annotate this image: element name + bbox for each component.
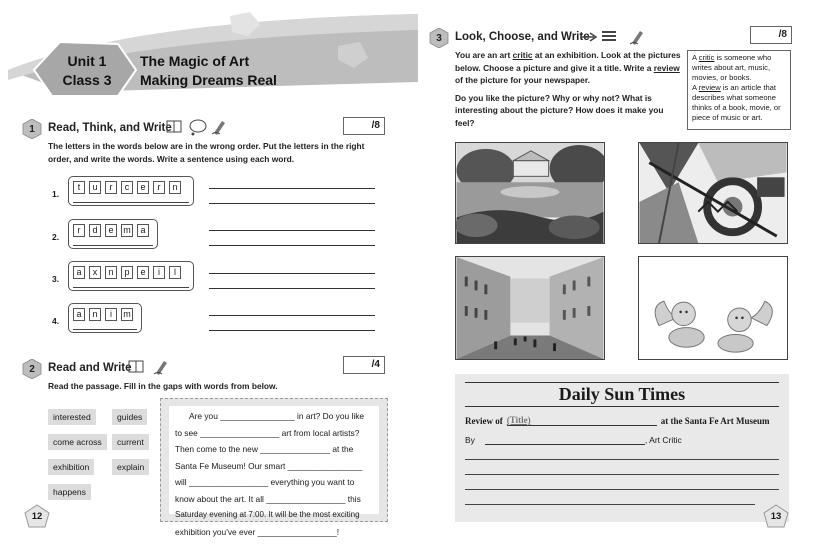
- scrambled-word-2: [68, 219, 158, 249]
- letter-tile: e: [137, 266, 149, 279]
- section-3-title: Look, Choose, and Write: [455, 31, 590, 43]
- section-1-score: /8: [343, 117, 385, 135]
- letter-tile: p: [121, 266, 133, 279]
- item-2-number: 2.: [52, 232, 60, 242]
- section-3-number: 3: [429, 28, 449, 48]
- word-answer-line[interactable]: [73, 323, 137, 330]
- letter-tile: e: [137, 181, 149, 194]
- letter-tile: n: [105, 266, 117, 279]
- review-title-input[interactable]: (Title): [507, 415, 657, 426]
- letter-tile: r: [105, 181, 117, 194]
- section-1-number: 1: [22, 119, 42, 139]
- item-3-number: 3.: [52, 274, 60, 284]
- word-bank-item: current: [112, 434, 149, 450]
- passage-line: to see _________________ art from local artists?: [175, 427, 360, 438]
- section-1-instructions: The letters in the words below are in the wrong order. Put the letters in the right order, and write the words. Write a sentence using each word.: [48, 141, 365, 164]
- passage-line: will _________________ everything you want to: [175, 477, 355, 487]
- byline-row: By , Art Critic: [465, 435, 682, 445]
- letter-tile: n: [169, 181, 181, 194]
- item-1-number: 1.: [52, 189, 60, 199]
- passage-line: Then come to the new _______________ at the: [175, 444, 354, 454]
- letter-tile: i: [153, 266, 165, 279]
- word-bank-item: happens: [48, 484, 91, 500]
- word-answer-line[interactable]: [73, 239, 153, 246]
- passage-line: Saturday evening at 7:00. It will be the most exciting: [175, 510, 360, 519]
- read-write-icons: [128, 358, 172, 376]
- newspaper-review-form: [455, 374, 789, 522]
- letter-tile: m: [121, 308, 133, 321]
- word-bank-item: guides: [112, 409, 147, 425]
- cherubs-painting[interactable]: [638, 256, 788, 360]
- letter-tile: l: [169, 266, 181, 279]
- letter-tile: a: [137, 224, 149, 237]
- section-3-instructions: You are an art critic at an exhibition. Look at the pictures below. Choose a picture and give it a title. Write a review of the picture for your newspaper. Do you like the picture? Why or why not? What is interesting about the picture? How does it make you feel?: [455, 50, 681, 128]
- word-answer-line[interactable]: [73, 196, 189, 203]
- sentence-line[interactable]: [209, 188, 375, 189]
- class-label: Class 3: [62, 72, 112, 88]
- letter-tile: e: [105, 224, 117, 237]
- letter-tile: a: [73, 308, 85, 321]
- scrambled-word-3: [68, 261, 194, 291]
- word-bank-item: interested: [48, 409, 96, 425]
- passage-line: exhibition you've ever _________________!: [175, 526, 340, 537]
- word-bank-item: explain: [112, 459, 149, 475]
- passage-line: know about the art. It all _________________ this: [175, 493, 361, 504]
- word-bank-item: come across: [48, 434, 107, 450]
- review-writing-line[interactable]: [465, 474, 779, 475]
- letter-tile: a: [73, 266, 85, 279]
- read-think-write-icons: [166, 118, 230, 136]
- reading-passage: [160, 398, 388, 537]
- review-writing-line[interactable]: [465, 459, 779, 460]
- scrambled-word-4: [68, 303, 142, 333]
- section-2-title: Read and Write: [48, 362, 132, 374]
- letter-tile: m: [121, 224, 133, 237]
- sentence-line[interactable]: [209, 288, 375, 289]
- abstract-painting[interactable]: [638, 142, 788, 244]
- page-number-right: 13: [763, 504, 789, 528]
- letter-tile: d: [89, 224, 101, 237]
- review-writing-line[interactable]: [465, 504, 755, 505]
- sentence-line[interactable]: [209, 230, 375, 231]
- letter-tile: n: [89, 308, 101, 321]
- sentence-line[interactable]: [209, 330, 375, 331]
- sentence-line[interactable]: [209, 315, 375, 316]
- section-2-score: /4: [343, 356, 385, 374]
- landscape-painting[interactable]: [455, 142, 605, 244]
- newspaper-name: Daily Sun Times: [558, 384, 686, 404]
- letter-tile: r: [153, 181, 165, 194]
- city-street-painting[interactable]: [455, 256, 605, 360]
- section-1-title: Read, Think, and Write: [48, 122, 172, 134]
- letter-tile: t: [73, 181, 85, 194]
- letter-tile: i: [105, 308, 117, 321]
- lesson-title: [140, 52, 277, 90]
- section-2-instructions: Read the passage. Fill in the gaps with words from below.: [48, 381, 278, 391]
- unit-label: Unit 1: [67, 53, 107, 69]
- scrambled-word-1: [68, 176, 194, 206]
- review-writing-line[interactable]: [465, 489, 779, 490]
- review-title-row: Review of (Title) at the Santa Fe Art Museum: [465, 415, 770, 426]
- look-choose-write-icons: [580, 28, 652, 46]
- lesson-title-line1: The Magic of Art: [140, 53, 250, 69]
- section-3-score: /8: [750, 26, 792, 44]
- sentence-line[interactable]: [209, 245, 375, 246]
- definition-box: A critic is someone who writes about art, music, movies, or books. A review is an article that describes what someone thinks of a book, movie, or piece of music or art.: [687, 50, 791, 130]
- passage-line: Santa Fe Museum! Our smart ________________: [175, 460, 363, 471]
- letter-tile: r: [73, 224, 85, 237]
- unit-class-label: [52, 52, 122, 90]
- sentence-line[interactable]: [209, 203, 375, 204]
- word-bank-item: exhibition: [48, 459, 94, 475]
- section-2-number: 2: [22, 359, 42, 379]
- page-number-left: 12: [24, 504, 50, 528]
- passage-line: Are you ________________ in art? Do you like: [189, 411, 365, 421]
- sentence-line[interactable]: [209, 273, 375, 274]
- letter-tile: u: [89, 181, 101, 194]
- letter-tile: c: [121, 181, 133, 194]
- lesson-title-line2: Making Dreams Real: [140, 72, 277, 88]
- letter-tile: x: [89, 266, 101, 279]
- item-4-number: 4.: [52, 316, 60, 326]
- author-input[interactable]: [485, 444, 645, 445]
- word-answer-line[interactable]: [73, 281, 189, 288]
